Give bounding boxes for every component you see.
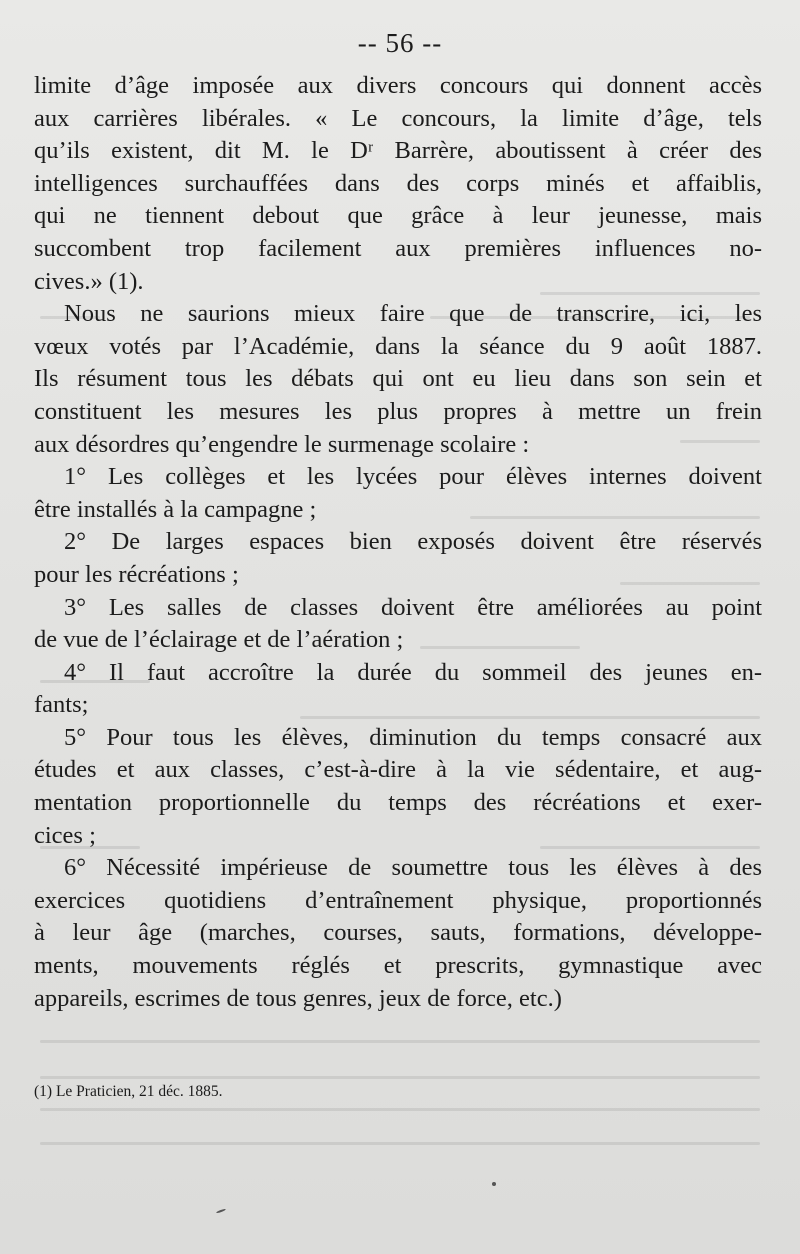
text-line: ments, mouvements réglés et prescrits, gymnastique avec [34, 952, 762, 980]
text-line: pour les récréations ; [34, 560, 239, 588]
text-line: qu’ils existent, dit M. le Dʳ Barrère, aboutissent à créer des [34, 137, 762, 165]
text-line: fants; [34, 691, 89, 719]
text-line: 5° Pour tous les élèves, diminution du temps consacré aux [64, 723, 762, 751]
paragraph [34, 298, 762, 461]
ink-speck [216, 1208, 226, 1213]
text-line: à leur âge (marches, courses, sauts, formations, développe- [34, 919, 762, 947]
text-line: études et aux classes, c’est-à-dire à la vie sédentaire, et aug- [34, 756, 762, 784]
text-line: succombent trop facilement aux premières influences no- [34, 234, 762, 262]
text-line: 6° Nécessité impérieuse de soumettre tous les élèves à des [64, 854, 762, 882]
list-item [34, 461, 762, 526]
text-line: Nous ne saurions mieux faire que de transcrire, ici, les [64, 300, 762, 328]
list-item [34, 722, 762, 852]
text-line: appareils, escrimes de tous genres, jeux de force, etc.) [34, 984, 562, 1012]
text-line: 3° Les salles de classes doivent être améliorées au point [64, 593, 762, 621]
text-line: intelligences surchauffées dans des corps minés et affaiblis, [34, 169, 762, 197]
page-number: -- 56 -- [357, 28, 443, 58]
text-line: limite d’âge imposée aux divers concours qui donnent accès [34, 72, 762, 99]
text-line: exercices quotidiens d’entraînement physique, proportionnés [34, 886, 762, 914]
ink-speck [492, 1182, 496, 1186]
list-item [34, 852, 762, 1015]
text-line: vœux votés par l’Académie, dans la séance du 9 août 1887. [34, 332, 762, 360]
text-line: constituent les mesures les plus propres à mettre un frein [34, 397, 762, 425]
text-line: cives.» (1). [34, 267, 144, 295]
body-text [34, 70, 762, 1015]
text-line: 4° Il faut accroître la durée du sommeil des jeunes en- [64, 658, 762, 686]
text-line: être installés à la campagne ; [34, 495, 317, 523]
text-line: aux désordres qu’engendre le surmenage scolaire : [34, 430, 530, 458]
text-line: Ils résument tous les débats qui ont eu lieu dans son sein et [34, 365, 762, 393]
text-line: aux carrières libérales. « Le concours, la limite d’âge, tels [34, 104, 762, 132]
list-item [34, 657, 762, 722]
text-line: 1° Les collèges et les lycées pour élèves internes doivent [64, 463, 762, 491]
text-line: cices ; [34, 821, 96, 849]
text-line: de vue de l’éclairage et de l’aération ; [34, 626, 404, 654]
text-line: qui ne tiennent debout que grâce à leur jeunesse, mais [34, 202, 762, 230]
text-line: 2° De larges espaces bien exposés doivent être réservés [64, 528, 762, 556]
paragraph [34, 70, 762, 298]
text-line: mentation proportionnelle du temps des récréations et exer- [34, 789, 762, 817]
list-item [34, 526, 762, 591]
list-item [34, 592, 762, 657]
footnote: (1) Le Praticien, 21 déc. 1885. [34, 1083, 223, 1100]
